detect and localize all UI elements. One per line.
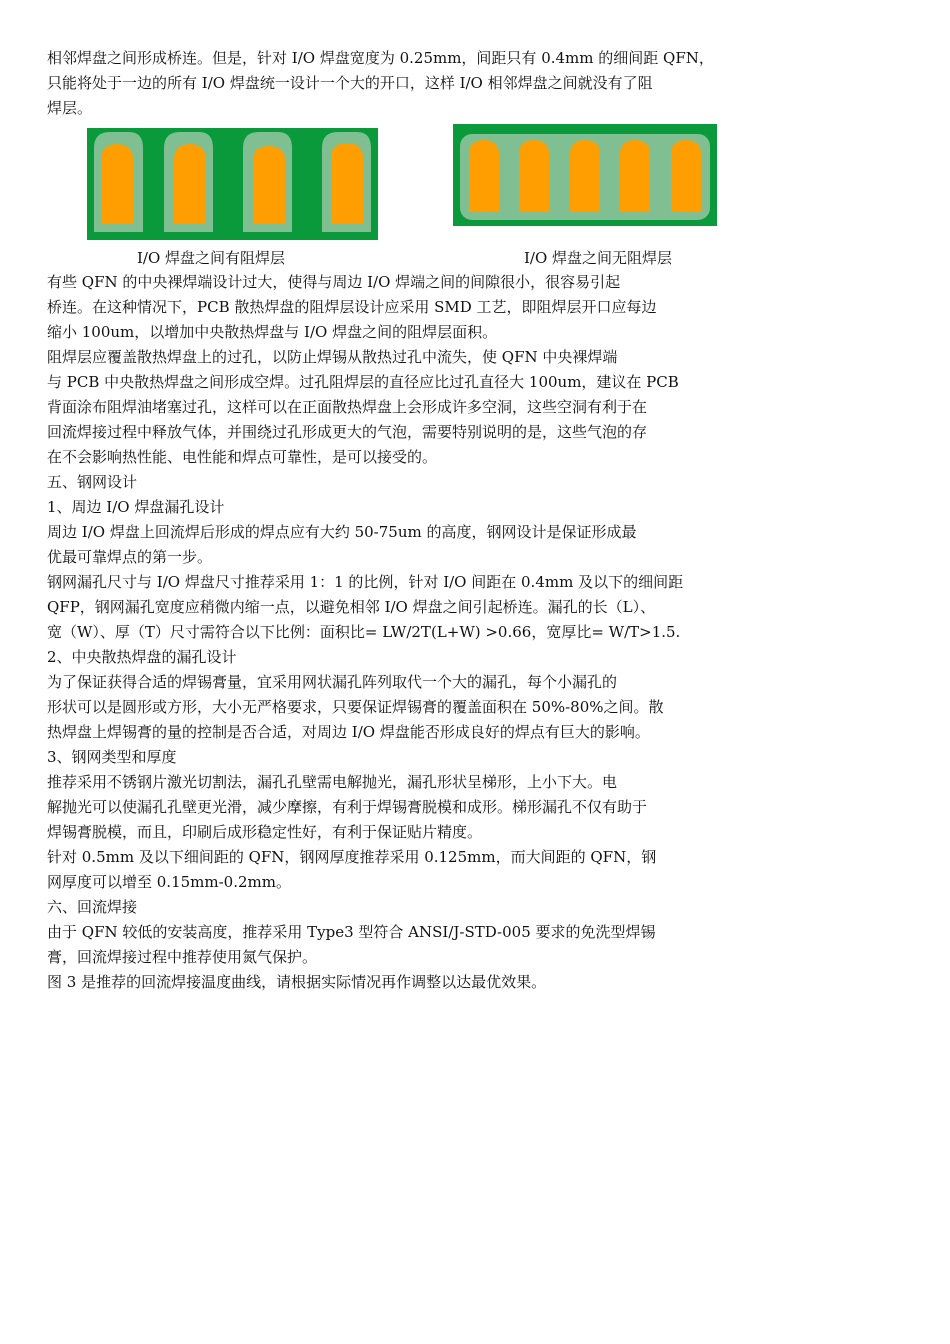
figure-caption-right: I/O 焊盘之间无阻焊层 — [524, 249, 673, 267]
text-line: 只能将处于一边的所有 I/O 焊盘统一设计一个大的开口，这样 I/O 相邻焊盘之间就没有了阻 — [47, 74, 653, 92]
text-line: 2、中央散热焊盘的漏孔设计 — [47, 648, 237, 666]
text-line: 为了保证获得合适的焊锡膏量，宜采用网状漏孔阵列取代一个大的漏孔，每个小漏孔的 — [47, 673, 618, 691]
text-line: 推荐采用不锈钢片激光切割法，漏孔孔壁需电解抛光，漏孔形状呈梯形，上小下大。电 — [47, 773, 618, 791]
text-line: 相邻焊盘之间形成桥连。但是，针对 I/O 焊盘宽度为 0.25mm，间距只有 0.4mm 的细间距 QFN， — [47, 49, 714, 67]
text-line: 宽（W）、厚（T）尺寸需符合以下比例：面积比= LW/2T(L+W) >0.66，宽厚比= W/T>1.5. — [47, 623, 681, 641]
text-line: 有些 QFN 的中央裸焊端设计过大，使得与周边 I/O 焊端之间的间隙很小，很容易引起 — [47, 273, 621, 291]
text-line: 周边 I/O 焊盘上回流焊后形成的焊点应有大约 50-75um 的高度，钢网设计是保证形成最 — [47, 523, 637, 541]
text-line: 针对 0.5mm 及以下细间距的 QFN，钢网厚度推荐采用 0.125mm，而大间距的 QFN，钢 — [47, 848, 657, 866]
text-line: 3、钢网类型和厚度 — [47, 748, 177, 766]
text-line: 膏，回流焊接过程中推荐使用氮气保护。 — [47, 948, 318, 966]
text-line: 焊层。 — [47, 99, 93, 117]
text-line: 六、回流焊接 — [47, 898, 138, 916]
text-line: 焊锡膏脱模，而且，印刷后成形稳定性好，有利于保证贴片精度。 — [47, 823, 483, 841]
text-line: 桥连。在这种情况下，PCB 散热焊盘的阻焊层设计应采用 SMD 工艺，即阻焊层开口应每边 — [47, 298, 657, 316]
text-line: 1、周边 I/O 焊盘漏孔设计 — [47, 498, 225, 516]
text-line: 与 PCB 中央散热焊盘之间形成空焊。过孔阻焊层的直径应比过孔直径大 100um，建议在 PCB — [47, 373, 679, 391]
text-line: 背面涂布阻焊油堵塞过孔，这样可以在正面散热焊盘上会形成许多空洞，这些空洞有利于在 — [47, 398, 648, 416]
pcb-pads-without-mask-image — [453, 124, 717, 226]
text-line: 图 3 是推荐的回流焊接温度曲线，请根据实际情况再作调整以达最优效果。 — [47, 973, 547, 991]
text-line: 钢网漏孔尺寸与 I/O 焊盘尺寸推荐采用 1：1 的比例，针对 I/O 间距在 0.4mm 及以下的细间距 — [47, 573, 684, 591]
text-line: 优最可靠焊点的第一步。 — [47, 548, 213, 566]
text-line: 形状可以是圆形或方形，大小无严格要求，只要保证焊锡膏的覆盖面积在 50%-80%之间。散 — [47, 698, 664, 716]
text-line: 解抛光可以使漏孔孔壁更光滑，减少摩擦，有利于焊锡膏脱模和成形。梯形漏孔不仅有助于 — [47, 798, 648, 816]
text-line: 五、钢网设计 — [47, 473, 138, 491]
text-line: 由于 QFN 较低的安装高度，推荐采用 Type3 型符合 ANSI/J-STD-005 要求的免洗型焊锡 — [47, 923, 656, 941]
figure-no-mask-between-pads — [453, 124, 717, 226]
figure-caption-left: I/O 焊盘之间有阻焊层 — [137, 249, 286, 267]
text-line: 缩小 100um，以增加中央散热焊盘与 I/O 焊盘之间的阻焊层面积。 — [47, 323, 498, 341]
text-line: 热焊盘上焊锡膏的量的控制是否合适，对周边 I/O 焊盘能否形成良好的焊点有巨大的影响。 — [47, 723, 650, 741]
text-line: 网厚度可以增至 0.15mm-0.2mm。 — [47, 873, 291, 891]
text-line: 回流焊接过程中释放气体，并围绕过孔形成更大的气泡，需要特别说明的是，这些气泡的存 — [47, 423, 648, 441]
text-line: 阻焊层应覆盖散热焊盘上的过孔，以防止焊锡从散热过孔中流失，使 QFN 中央裸焊端 — [47, 348, 618, 366]
pcb-pads-with-mask-image — [87, 128, 378, 240]
figure-mask-between-pads — [87, 128, 378, 240]
text-line: 在不会影响热性能、电性能和焊点可靠性，是可以接受的。 — [47, 448, 438, 466]
text-line: QFP，钢网漏孔宽度应稍微内缩一点，以避免相邻 I/O 焊盘之间引起桥连。漏孔的长（L）、 — [47, 598, 656, 616]
